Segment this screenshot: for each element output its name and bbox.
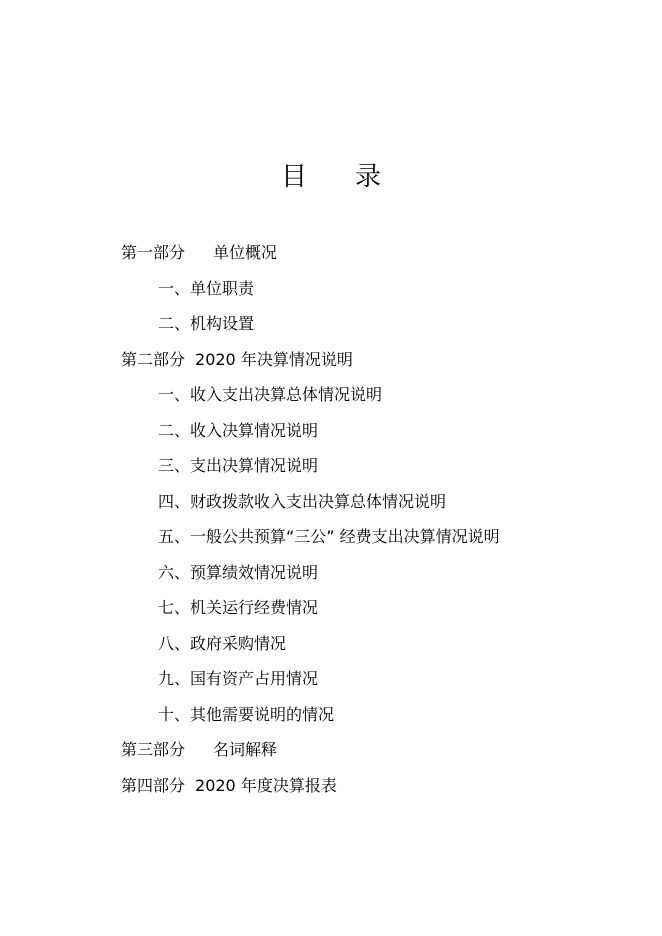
toc-part-label: 第四部分 <box>121 776 186 795</box>
toc-part-title: 2020 年决算情况说明 <box>195 350 353 369</box>
toc-part-2 <box>121 350 353 370</box>
toc-section-operating-costs: 七、机关运行经费情况 <box>158 598 319 617</box>
toc-part-4 <box>121 776 337 796</box>
toc-part-3 <box>121 740 277 760</box>
toc-part-title: 名词解释 <box>213 740 278 759</box>
toc-section-income-expense-overall: 一、收入支出决算总体情况说明 <box>158 385 383 404</box>
toc-part-label: 第二部分 <box>121 350 186 369</box>
toc-section-other-notes: 十、其他需要说明的情况 <box>158 705 335 724</box>
toc-section-procurement: 八、政府采购情况 <box>158 634 287 653</box>
toc-part-1 <box>121 243 277 263</box>
toc-section-income: 二、收入决算情况说明 <box>158 421 319 440</box>
toc-section-state-assets: 九、国有资产占用情况 <box>158 669 319 688</box>
toc-section-organization: 二、机构设置 <box>158 314 255 333</box>
toc-part-title: 2020 年度决算报表 <box>195 776 337 795</box>
toc-section-three-public-expenses: 五、一般公共预算“三公” 经费支出决算情况说明 <box>158 527 500 546</box>
title-char-1: 目 <box>280 162 307 192</box>
page-title <box>0 156 662 193</box>
toc-part-title: 单位概况 <box>213 243 278 262</box>
toc-section-fiscal-appropriation: 四、财政拨款收入支出决算总体情况说明 <box>158 492 447 511</box>
title-char-2: 录 <box>355 162 382 192</box>
toc-section-budget-performance: 六、预算绩效情况说明 <box>158 563 319 582</box>
toc-section-unit-duties: 一、单位职责 <box>158 279 255 298</box>
toc-section-expense: 三、支出决算情况说明 <box>158 456 319 475</box>
toc-part-label: 第一部分 <box>121 243 186 262</box>
toc-part-label: 第三部分 <box>121 740 186 759</box>
